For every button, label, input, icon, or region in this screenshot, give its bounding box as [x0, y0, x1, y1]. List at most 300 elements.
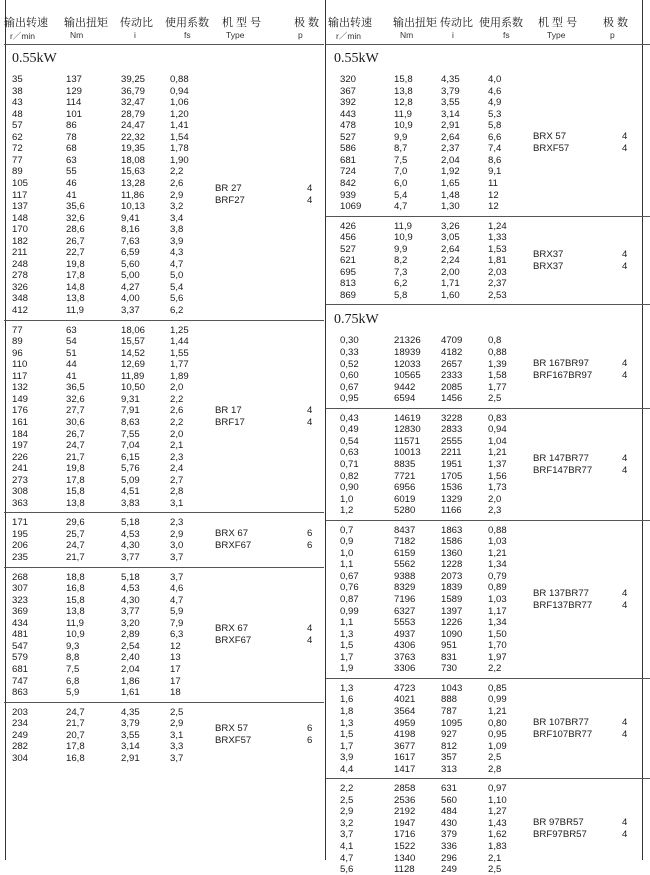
left-cell-torque: 11,9 — [66, 617, 84, 629]
right-cell-ratio: 812 — [441, 740, 458, 752]
left-pole-count: 6 — [307, 735, 313, 747]
right-power-heading: 0.75kW — [334, 312, 379, 328]
right-cell-speed: 1,1 — [340, 559, 354, 571]
right-cell-speed: 1,5 — [340, 640, 354, 652]
right-cell-ratio: 3,55 — [441, 97, 460, 109]
right-cell-torque: 2536 — [394, 794, 416, 806]
left-cell-factor: 2,1 — [170, 440, 184, 452]
right-model-type: BRF137BR77 — [533, 599, 593, 611]
left-cell-ratio: 5,00 — [121, 270, 140, 282]
right-cell-torque: 6,2 — [394, 278, 408, 290]
right-cell-speed: 621 — [340, 255, 357, 267]
right-cell-torque: 5562 — [394, 559, 416, 571]
left-cell-torque: 10,9 — [66, 629, 85, 641]
right-cell-torque: 9,9 — [394, 131, 408, 143]
left-cell-torque: 26,7 — [66, 428, 85, 440]
right-cell-torque: 3763 — [394, 651, 416, 663]
right-cell-ratio: 1,48 — [441, 189, 460, 201]
left-cell-factor: 1,20 — [170, 108, 189, 120]
right-cell-ratio: 2,64 — [441, 131, 460, 143]
right-cell-torque: 8835 — [394, 458, 416, 470]
right-subheader-torque: Nm — [400, 30, 414, 40]
right-cell-torque: 1947 — [394, 817, 416, 829]
right-cell-torque: 1522 — [394, 841, 416, 852]
left-cell-torque: 63 — [66, 324, 77, 336]
left-cell-factor: 17 — [170, 663, 181, 675]
right-subheader-factor: fs — [503, 30, 510, 40]
right-cell-factor: 1,43 — [488, 817, 507, 829]
left-cell-factor: 2,0 — [170, 382, 184, 394]
left-cell-factor: 1,89 — [170, 370, 189, 382]
left-cell-ratio: 3,79 — [121, 718, 140, 730]
right-cell-torque: 10,9 — [394, 120, 413, 132]
right-cell-torque: 15,8 — [394, 74, 413, 85]
right-cell-torque: 1617 — [394, 752, 416, 764]
right-cell-speed: 0,9 — [340, 536, 354, 548]
left-cell-factor: 2,2 — [170, 393, 184, 405]
left-cell-speed: 132 — [12, 382, 29, 394]
left-cell-factor: 4,7 — [170, 258, 184, 270]
right-subheader-poles: p — [610, 30, 615, 40]
right-cell-speed: 681 — [340, 154, 357, 166]
left-pole-count: 4 — [307, 623, 313, 635]
right-cell-speed: 1,8 — [340, 705, 354, 717]
right-cell-ratio: 379 — [441, 829, 458, 841]
right-cell-factor: 1,10 — [488, 794, 507, 806]
right-pole-count: 4 — [622, 452, 628, 464]
right-cell-ratio: 1226 — [441, 617, 463, 629]
right-model-type: BRF107BR77 — [533, 729, 593, 741]
left-subheader-model: Type — [226, 30, 245, 40]
right-cell-factor: 12 — [488, 189, 499, 201]
right-cell-factor: 1,24 — [488, 220, 507, 232]
left-cell-ratio: 8,63 — [121, 416, 140, 428]
left-cell-ratio: 3,14 — [121, 741, 140, 753]
right-cell-torque: 18939 — [394, 347, 421, 358]
left-cell-factor: 5,6 — [170, 293, 184, 305]
right-cell-speed: 392 — [340, 97, 357, 109]
left-cell-speed: 747 — [12, 675, 29, 687]
left-cell-speed: 235 — [12, 552, 29, 563]
right-cell-ratio: 1839 — [441, 582, 463, 594]
left-cell-ratio: 10,13 — [121, 201, 146, 213]
right-cell-torque: 8437 — [394, 524, 416, 536]
right-cell-torque: 6956 — [394, 482, 416, 494]
left-cell-ratio: 12,69 — [121, 359, 146, 371]
left-model-type: BR 17 — [215, 404, 242, 416]
right-cell-speed: 0,60 — [340, 370, 359, 382]
left-header-ratio: 传动比 — [120, 17, 153, 29]
right-header-poles: 极 数 — [603, 17, 629, 29]
left-cell-torque: 30,6 — [66, 416, 85, 428]
left-cell-ratio: 5,09 — [121, 474, 140, 486]
left-cell-factor: 12 — [170, 640, 181, 652]
right-cell-torque: 7,3 — [394, 266, 408, 278]
right-cell-ratio: 1951 — [441, 458, 463, 470]
left-cell-factor: 2,8 — [170, 486, 184, 498]
right-cell-torque: 3677 — [394, 740, 416, 752]
right-pole-count: 4 — [622, 599, 628, 611]
left-cell-factor: 2,0 — [170, 428, 184, 440]
left-cell-ratio: 7,04 — [121, 440, 140, 452]
right-header-speed: 输出转速 — [328, 17, 372, 29]
right-cell-ratio: 1360 — [441, 547, 463, 559]
left-model-type: BRX 57 — [215, 723, 249, 735]
left-cell-ratio: 3,77 — [121, 552, 140, 563]
left-model-type: BR 27 — [215, 183, 242, 195]
left-cell-speed: 137 — [12, 201, 29, 213]
right-model-type: BR 137BR77 — [533, 587, 589, 599]
right-cell-ratio: 4709 — [441, 335, 463, 347]
right-cell-factor: 1,62 — [488, 829, 507, 841]
right-cell-torque: 5,8 — [394, 289, 408, 301]
right-cell-factor: 0,89 — [488, 582, 507, 594]
left-cell-speed: 268 — [12, 571, 29, 583]
left-cell-ratio: 2,54 — [121, 640, 140, 652]
left-cell-factor: 0,88 — [170, 74, 189, 85]
right-cell-ratio: 560 — [441, 794, 458, 806]
left-cell-speed: 282 — [12, 741, 29, 753]
left-cell-speed: 38 — [12, 85, 23, 97]
right-cell-speed: 0,71 — [340, 458, 359, 470]
right-cell-speed: 842 — [340, 177, 357, 189]
left-cell-factor: 3,2 — [170, 201, 184, 213]
right-model-type: BRX 57 — [533, 131, 567, 143]
right-cell-speed: 4,7 — [340, 852, 354, 864]
right-model-type: BR 107BR77 — [533, 717, 589, 729]
left-cell-factor: 2,6 — [170, 177, 184, 189]
left-cell-ratio: 1,86 — [121, 675, 140, 687]
right-cell-speed: 1,0 — [340, 547, 354, 559]
left-cell-factor: 6,3 — [170, 629, 184, 641]
left-cell-torque: 17,8 — [66, 741, 85, 753]
left-cell-speed: 117 — [12, 370, 28, 382]
left-model-type: BRX 67 — [215, 623, 249, 635]
left-cell-factor: 4,3 — [170, 247, 184, 259]
left-cell-factor: 2,2 — [170, 166, 184, 178]
left-cell-ratio: 9,31 — [121, 393, 140, 405]
right-cell-ratio: 1,65 — [441, 177, 460, 189]
left-cell-factor: 2,6 — [170, 405, 184, 417]
left-cell-ratio: 24,47 — [121, 120, 146, 132]
left-cell-torque: 32,6 — [66, 212, 85, 224]
right-cell-factor: 9,1 — [488, 166, 502, 178]
left-cell-factor: 5,0 — [170, 270, 184, 282]
left-cell-ratio: 5,18 — [121, 517, 140, 529]
right-model-type: BRXF57 — [533, 143, 570, 155]
right-cell-torque: 1128 — [394, 864, 415, 875]
right-cell-torque: 14619 — [394, 412, 421, 424]
right-cell-ratio: 1043 — [441, 682, 463, 694]
left-cell-factor: 1,77 — [170, 359, 189, 371]
right-cell-ratio: 1,92 — [441, 166, 460, 178]
left-cell-torque: 28,6 — [66, 224, 85, 236]
left-cell-speed: 234 — [12, 718, 29, 730]
right-cell-speed: 367 — [340, 85, 357, 97]
left-cell-torque: 114 — [66, 97, 82, 109]
left-cell-torque: 19,8 — [66, 258, 85, 270]
right-cell-torque: 6594 — [394, 393, 416, 405]
left-cell-ratio: 4,30 — [121, 594, 140, 606]
left-cell-factor: 1,90 — [170, 154, 189, 166]
left-model-type: BRXF57 — [215, 735, 252, 747]
right-cell-torque: 3564 — [394, 705, 416, 717]
left-cell-speed: 62 — [12, 131, 23, 143]
right-cell-ratio: 2333 — [441, 370, 463, 382]
right-cell-torque: 5,4 — [394, 189, 408, 201]
right-cell-factor: 5,3 — [488, 108, 502, 120]
right-cell-ratio: 2,64 — [441, 243, 460, 255]
left-cell-torque: 55 — [66, 166, 77, 178]
right-pole-count: 4 — [622, 587, 628, 599]
right-cell-speed: 443 — [340, 108, 357, 120]
right-cell-torque: 11571 — [394, 435, 420, 447]
right-header-divider — [326, 44, 650, 45]
left-cell-torque: 16,8 — [66, 583, 85, 595]
left-cell-torque: 15,8 — [66, 486, 85, 498]
left-cell-factor: 5,9 — [170, 606, 184, 618]
right-cell-ratio: 3,05 — [441, 232, 460, 244]
right-cell-ratio: 2,37 — [441, 143, 460, 155]
left-cell-speed: 171 — [12, 517, 29, 529]
left-cell-torque: 17,8 — [66, 270, 85, 282]
right-cell-speed: 3,2 — [340, 817, 354, 829]
left-cell-ratio: 22,32 — [121, 131, 146, 143]
left-cell-speed: 117 — [12, 189, 28, 201]
right-cell-torque: 9388 — [394, 570, 416, 582]
left-cell-speed: 48 — [12, 108, 23, 120]
left-cell-torque: 22,7 — [66, 247, 85, 259]
right-cell-factor: 0,99 — [488, 694, 507, 706]
left-cell-ratio: 18,08 — [121, 154, 146, 166]
right-cell-speed: 0,54 — [340, 435, 359, 447]
left-header-model: 机 型 号 — [222, 17, 262, 29]
left-header-divider — [4, 44, 324, 45]
left-cell-torque: 11,9 — [66, 305, 84, 316]
right-pole-count: 4 — [622, 829, 628, 841]
left-model-type: BRXF67 — [215, 540, 252, 552]
right-cell-ratio: 3228 — [441, 412, 463, 424]
right-cell-ratio: 2,24 — [441, 255, 460, 267]
right-cell-speed: 0,76 — [340, 582, 359, 594]
left-cell-torque: 44 — [66, 359, 77, 371]
left-model-type: BRXF67 — [215, 635, 252, 647]
left-cell-ratio: 10,50 — [121, 382, 146, 394]
left-cell-speed: 249 — [12, 729, 29, 741]
right-cell-factor: 2,53 — [488, 289, 507, 301]
left-cell-speed: 681 — [12, 663, 29, 675]
left-cell-torque: 63 — [66, 154, 77, 166]
left-cell-speed: 148 — [12, 212, 29, 224]
right-cell-ratio: 3,14 — [441, 108, 460, 120]
right-cell-speed: 0,87 — [340, 594, 359, 605]
left-cell-torque: 24,7 — [66, 706, 85, 718]
right-pole-count: 4 — [622, 717, 628, 729]
left-cell-ratio: 3,20 — [121, 617, 140, 629]
right-cell-factor: 2,1 — [488, 852, 502, 864]
right-cell-factor: 1,17 — [488, 605, 507, 617]
right-cell-factor: 1,39 — [488, 358, 507, 370]
right-header-ratio: 传动比 — [440, 17, 473, 29]
right-cell-speed: 3,7 — [340, 829, 354, 841]
right-cell-factor: 1,56 — [488, 470, 507, 482]
right-cell-speed: 3,9 — [340, 752, 354, 764]
right-cell-ratio: 1456 — [441, 393, 463, 405]
left-cell-factor: 3,7 — [170, 552, 184, 563]
left-cell-factor: 2,5 — [170, 706, 184, 718]
right-section-divider — [326, 778, 650, 779]
right-cell-speed: 0,7 — [340, 524, 354, 536]
right-cell-ratio: 1090 — [441, 628, 463, 640]
left-subheader-speed: r／min — [10, 31, 36, 41]
right-pole-count: 4 — [622, 370, 628, 382]
left-cell-ratio: 13,28 — [121, 177, 146, 189]
right-cell-torque: 6327 — [394, 605, 416, 617]
left-cell-ratio: 39,25 — [121, 74, 146, 85]
left-cell-factor: 7,9 — [170, 617, 184, 629]
left-cell-torque: 36,5 — [66, 382, 85, 394]
left-cell-ratio: 7,63 — [121, 235, 140, 247]
right-cell-ratio: 249 — [441, 864, 458, 875]
left-cell-factor: 2,9 — [170, 189, 184, 201]
left-cell-torque: 13,8 — [66, 497, 85, 509]
right-cell-ratio: 1863 — [441, 524, 463, 536]
left-cell-ratio: 7,55 — [121, 428, 140, 440]
right-cell-factor: 1,73 — [488, 482, 507, 494]
right-cell-speed: 813 — [340, 278, 357, 290]
left-cell-speed: 57 — [12, 120, 23, 132]
left-cell-torque: 9,3 — [66, 640, 80, 652]
right-cell-speed: 939 — [340, 189, 357, 201]
right-cell-factor: 2,03 — [488, 266, 507, 278]
right-pole-count: 4 — [622, 131, 628, 143]
right-cell-torque: 13,8 — [394, 85, 413, 97]
left-cell-ratio: 2,04 — [121, 663, 140, 675]
right-cell-speed: 0,90 — [340, 482, 359, 494]
right-cell-torque: 5553 — [394, 617, 416, 629]
right-cell-torque: 7196 — [394, 594, 416, 605]
left-cell-speed: 89 — [12, 336, 23, 348]
right-cell-factor: 2,2 — [488, 663, 502, 675]
left-cell-torque: 27,7 — [66, 405, 85, 417]
right-cell-torque: 9,9 — [394, 243, 408, 255]
right-cell-speed: 1,6 — [340, 694, 354, 706]
left-cell-speed: 481 — [12, 629, 29, 641]
right-cell-factor: 0,8 — [488, 335, 502, 347]
left-cell-speed: 195 — [12, 528, 29, 540]
left-cell-torque: 16,8 — [66, 752, 85, 764]
left-cell-factor: 2,4 — [170, 463, 184, 475]
left-cell-speed: 211 — [12, 247, 28, 259]
left-pole-count: 4 — [307, 195, 313, 207]
left-cell-torque: 21,7 — [66, 552, 85, 563]
right-cell-torque: 10013 — [394, 447, 421, 459]
right-cell-speed: 1,7 — [340, 740, 354, 752]
right-cell-speed: 527 — [340, 243, 357, 255]
right-cell-factor: 1,34 — [488, 559, 507, 571]
left-subheader-poles: p — [298, 30, 303, 40]
left-cell-torque: 54 — [66, 336, 77, 348]
right-cell-speed: 0,52 — [340, 358, 359, 370]
left-cell-speed: 170 — [12, 224, 29, 236]
right-cell-factor: 4,9 — [488, 97, 502, 109]
right-cell-factor: 0,88 — [488, 524, 507, 536]
right-cell-factor: 1,21 — [488, 705, 507, 717]
right-cell-factor: 8,6 — [488, 154, 502, 166]
right-cell-factor: 1,50 — [488, 628, 507, 640]
right-cell-torque: 4959 — [394, 717, 416, 729]
right-cell-speed: 1,9 — [340, 663, 354, 675]
right-pole-count: 4 — [622, 358, 628, 370]
right-power-heading: 0.55kW — [334, 51, 379, 66]
right-cell-torque: 1417 — [394, 763, 416, 775]
left-cell-speed: 307 — [12, 583, 29, 595]
right-cell-torque: 3306 — [394, 663, 416, 675]
right-cell-ratio: 1,71 — [441, 278, 460, 290]
left-pole-count: 6 — [307, 528, 313, 540]
right-cell-ratio: 951 — [441, 640, 458, 652]
right-cell-speed: 1,3 — [340, 628, 354, 640]
right-cell-ratio: 1095 — [441, 717, 463, 729]
left-cell-ratio: 5,18 — [121, 571, 140, 583]
right-cell-factor: 2,5 — [488, 864, 502, 875]
left-cell-torque: 24,7 — [66, 440, 85, 452]
left-cell-speed: 89 — [12, 166, 23, 178]
right-cell-torque: 4198 — [394, 729, 416, 741]
right-cell-speed: 0,30 — [340, 335, 359, 347]
right-header-model: 机 型 号 — [538, 17, 578, 29]
right-pole-count: 4 — [622, 817, 628, 829]
right-cell-factor: 2,5 — [488, 393, 502, 405]
left-cell-speed: 326 — [12, 281, 29, 293]
right-cell-ratio: 2,04 — [441, 154, 460, 166]
right-cell-factor: 2,0 — [488, 493, 502, 505]
right-cell-ratio: 888 — [441, 694, 458, 706]
left-cell-torque: 32,6 — [66, 393, 85, 405]
left-cell-speed: 226 — [12, 451, 29, 463]
right-cell-factor: 7,4 — [488, 143, 502, 155]
right-section-divider — [326, 678, 650, 679]
left-cell-speed: 278 — [12, 270, 29, 282]
left-cell-ratio: 4,30 — [121, 540, 140, 552]
frame-line-left — [5, 0, 6, 860]
right-header-factor: 使用系数 — [479, 17, 523, 29]
right-cell-factor: 1,97 — [488, 651, 507, 663]
left-cell-torque: 15,8 — [66, 594, 85, 606]
right-section-divider — [326, 408, 650, 409]
right-cell-ratio: 1589 — [441, 594, 463, 605]
left-cell-speed: 579 — [12, 652, 29, 664]
right-cell-factor: 0,88 — [488, 347, 507, 358]
right-cell-speed: 478 — [340, 120, 357, 132]
left-cell-factor: 2,9 — [170, 718, 184, 730]
right-cell-speed: 527 — [340, 131, 357, 143]
left-cell-ratio: 4,27 — [121, 281, 140, 293]
left-cell-torque: 17,8 — [66, 474, 85, 486]
right-model-type: BRF147BR77 — [533, 464, 593, 476]
left-model-type: BRF27 — [215, 195, 245, 207]
right-cell-ratio: 2,91 — [441, 120, 460, 132]
right-cell-factor: 1,21 — [488, 547, 507, 559]
left-cell-speed: 323 — [12, 594, 29, 606]
right-model-type: BRX37 — [533, 261, 564, 273]
right-pole-count: 4 — [622, 729, 628, 741]
left-pole-count: 4 — [307, 635, 313, 647]
right-cell-factor: 0,95 — [488, 729, 507, 741]
right-cell-torque: 12830 — [394, 424, 421, 436]
right-cell-speed: 0,99 — [340, 605, 359, 617]
left-header-factor: 使用系数 — [165, 17, 209, 29]
